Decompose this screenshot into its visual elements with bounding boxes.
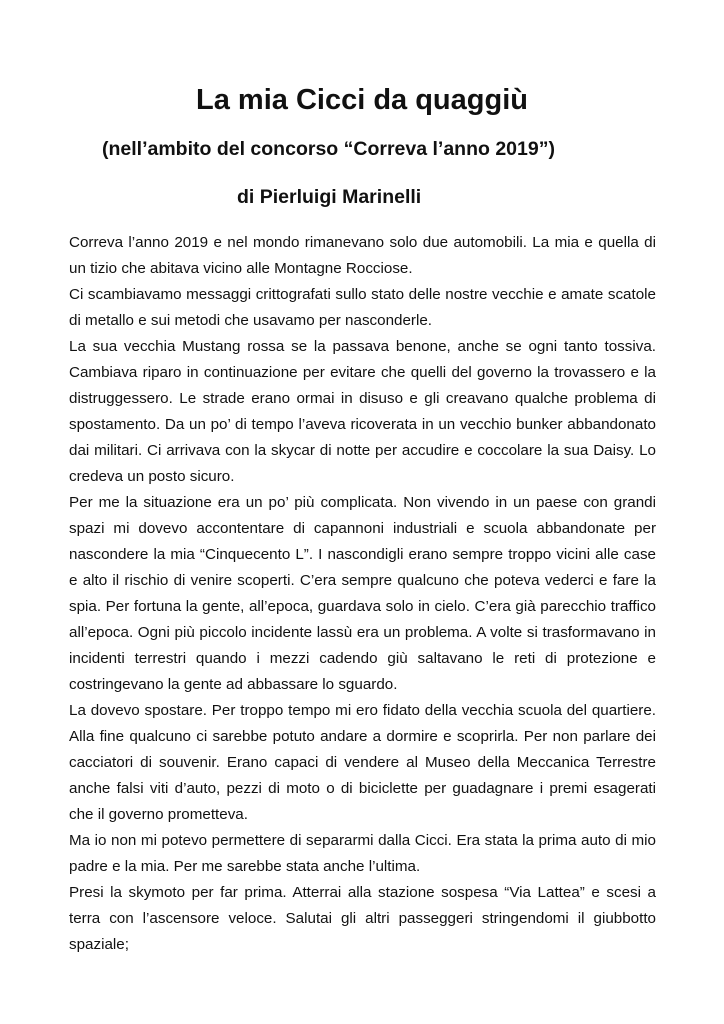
document-title: La mia Cicci da quaggiù xyxy=(196,84,528,116)
paragraph: Per me la situazione era un po’ più complicata. Non vivendo in un paese con grandi spazi mi dovevo accontentare di capannoni industriali e scuola abbandonate per nascondere la mia “Cinquecento L”. I nascondigli erano sempre troppo vicini alle case e alto il rischio di venire scoperti. C’era sempre qualcuno che poteva vederci e fare la spia. Per fortuna la gente, all’epoca, guardava solo in cielo. C’era già parecchio traffico all’epoca. Ogni più piccolo incidente lassù era un problema. A volte si trasformavano in incidenti terrestri quando i mezzi cadendo giù saltavano le reti di protezione e costringevano la gente ad abbassare lo sguardo. xyxy=(69,494,656,693)
paragraph: La dovevo spostare. Per troppo tempo mi ero fidato della vecchia scuola del quartiere. Alla fine qualcuno ci sarebbe potuto andare a dormire e scoprirla. Per non parlare dei cacciatori di souvenir. Erano capaci di vendere al Museo della Meccanica Terrestre anche falsi viti d’auto, pezzi di moto o di biciclette per guadagnare i premi esagerati che il governo prometteva. xyxy=(69,702,656,823)
paragraph: Presi la skymoto per far prima. Atterrai alla stazione sospesa “Via Lattea” e scesi a terra con l’ascensore veloce. Salutai gli altri passeggeri stringendomi il giubbotto spaziale; xyxy=(69,884,656,953)
paragraph: Ma io non mi potevo permettere di separarmi dalla Cicci. Era stata la prima auto di mio padre e la mia. Per me sarebbe stata anche l’ultima. xyxy=(69,832,656,875)
paragraph: La sua vecchia Mustang rossa se la passava benone, anche se ogni tanto tossiva. Cambiava riparo in continuazione per evitare che quelli del governo la trovassero e la distruggessero. Le strade erano ormai in disuso e gli creavano qualche problema di spostamento. Da un po’ di tempo l’aveva ricoverata in un vecchio bunker abbandonato dai militari. Ci arrivava con la skycar di notte per accudire e coccolare la sua Daisy. Lo credeva un posto sicuro. xyxy=(69,338,656,485)
document-author: di Pierluigi Marinelli xyxy=(237,186,422,208)
document-body xyxy=(69,230,656,958)
paragraph: Correva l’anno 2019 e nel mondo rimanevano solo due automobili. La mia e quella di un tizio che abitava vicino alle Montagne Rocciose. xyxy=(69,234,656,277)
document-subtitle: (nell’ambito del concorso “Correva l’anno 2019”) xyxy=(102,138,555,160)
paragraph: Ci scambiavamo messaggi crittografati sullo stato delle nostre vecchie e amate scatole di metallo e sui metodi che usavamo per nasconderle. xyxy=(69,286,656,329)
